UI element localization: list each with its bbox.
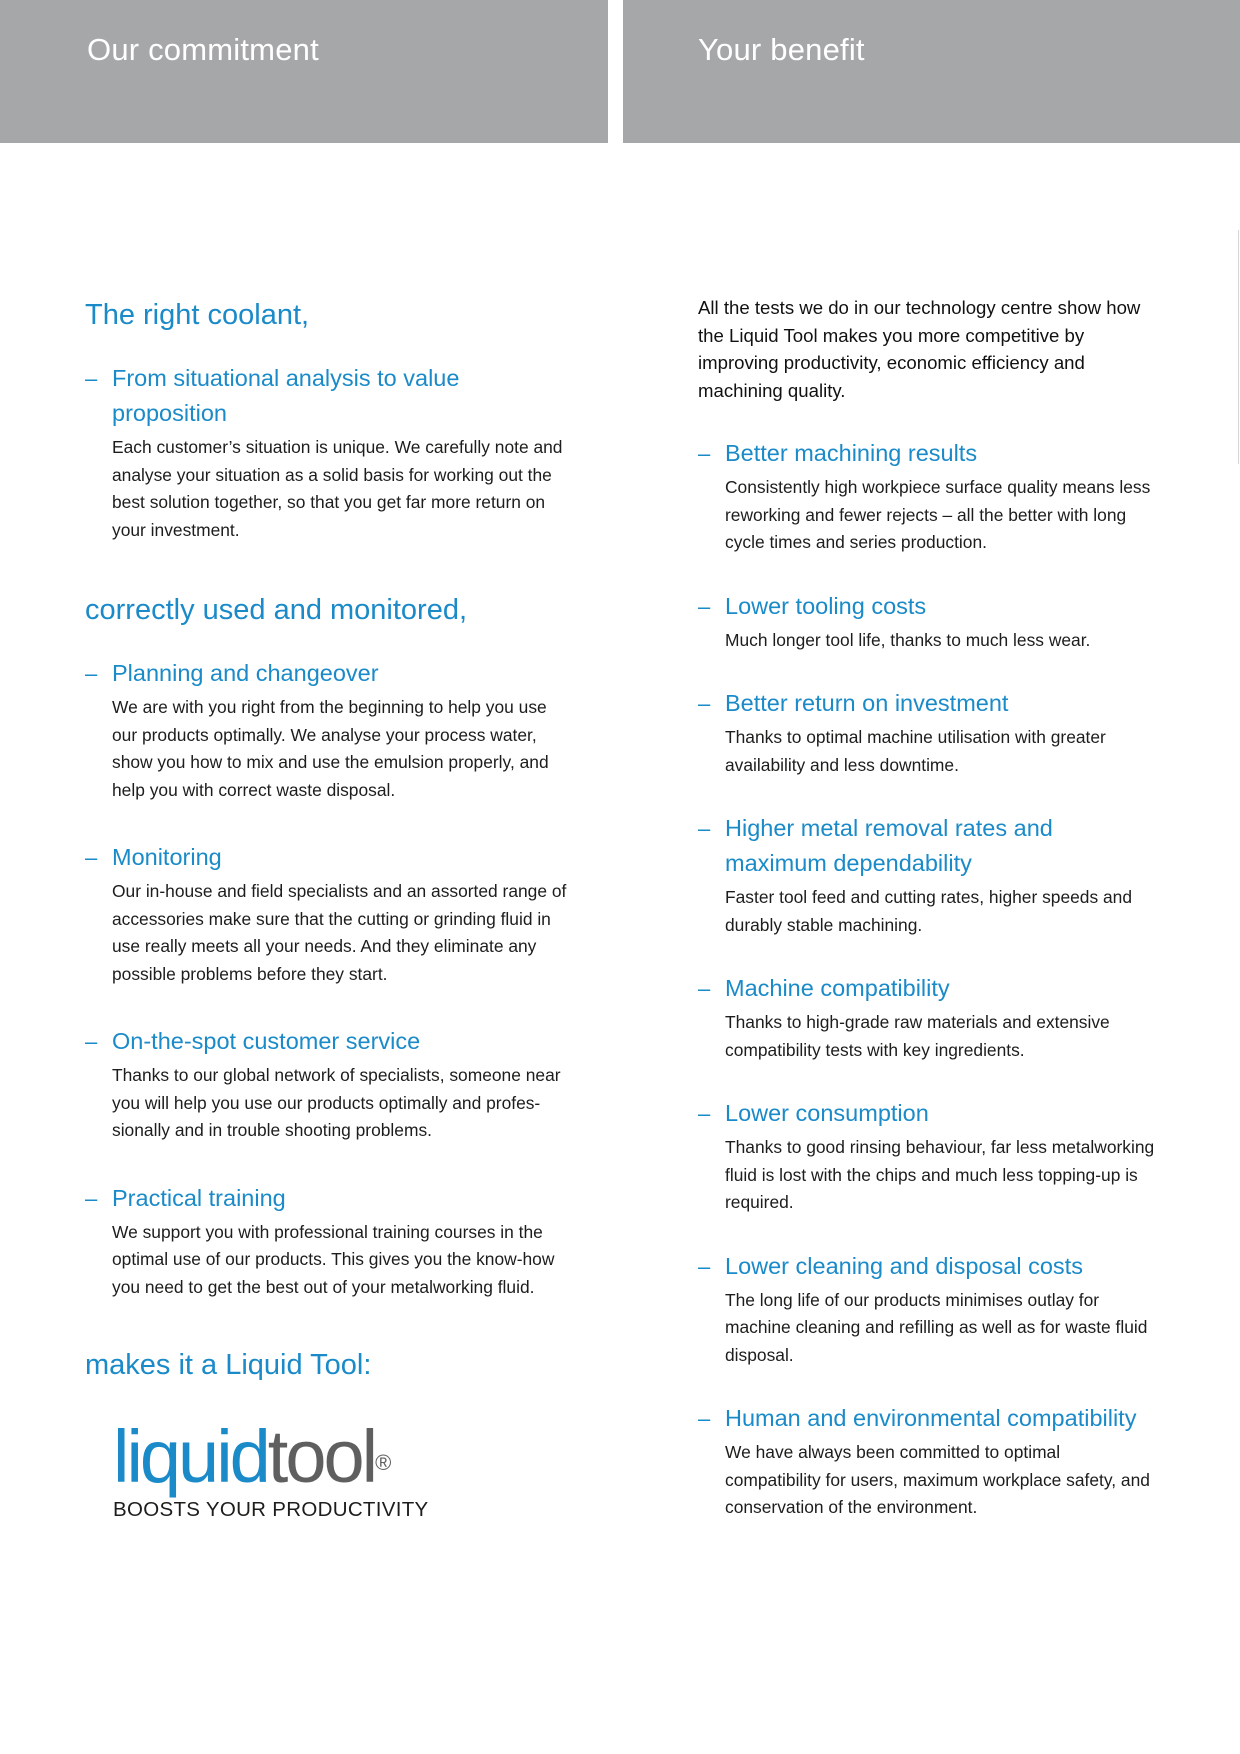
benefit-item: [698, 1249, 1158, 1370]
commitment-item: [85, 656, 570, 804]
commitment-item-body: Each customer’s situation is unique. We carefully note and analyse your situation as a solid basis for working out the best solution together, so that you get far more return on your investment.: [112, 437, 563, 540]
commitment-item-body: Thanks to our global network of specialists, someone near you will help you use our products optimally and profes-sionally and in trouble shooting problems.: [112, 1065, 561, 1140]
commitment-item-title: Monitoring: [112, 844, 222, 870]
benefit-item-title: Higher metal removal rates and maximum dependability: [725, 815, 1053, 876]
benefit-column: [698, 295, 1158, 1522]
dash-bullet: –: [698, 1253, 711, 1279]
benefit-item-title: Better return on investment: [725, 690, 1009, 716]
dash-bullet: –: [698, 593, 711, 619]
dash-bullet: –: [85, 845, 98, 870]
benefit-item: [698, 436, 1158, 557]
dash-bullet: –: [85, 661, 98, 686]
benefit-item-title: Lower tooling costs: [725, 592, 927, 619]
benefit-item: [698, 1096, 1158, 1217]
dash-bullet: –: [85, 366, 98, 391]
dash-bullet: –: [698, 976, 711, 1001]
benefit-item-body: Thanks to optimal machine utilisation with greater availability and less downtime.: [725, 727, 1106, 775]
commitment-item-body: Our in-house and field specialists and an assorted range of accessories make sure that the cutting or grinding fluid in use really meets all your needs. And they eliminate any possible problems before they start.: [112, 881, 567, 984]
commitment-item: [85, 1181, 570, 1302]
benefit-item: [698, 686, 1158, 779]
commitment-item: [85, 361, 570, 544]
benefit-item-title: Lower consumption: [725, 1100, 929, 1126]
heading-right-coolant: The right coolant,: [85, 299, 310, 331]
page-edge-divider: [1238, 230, 1239, 464]
logo-tagline: BOOSTS YOUR PRODUCTIVITY: [113, 1498, 429, 1521]
benefit-item-title: Machine compatibility: [725, 975, 950, 1001]
heading-liquid-tool: makes it a Liquid Tool:: [85, 1349, 372, 1381]
registered-mark: ®: [375, 1450, 392, 1475]
benefit-item-body: Consistently high workpiece surface quality means less reworking and fewer rejects – all the better with long cycle times and series production.: [725, 477, 1151, 552]
benefit-item-body: Faster tool feed and cutting rates, higher speeds and durably stable machining.: [725, 887, 1133, 935]
dash-bullet: –: [698, 1101, 711, 1126]
benefit-intro: All the tests we do in our technology centre show how the Liquid Tool makes you more competitive by improving productivity, economic efficiency and machining quality.: [698, 297, 1141, 401]
commitment-column: [85, 295, 570, 1385]
benefit-item-title: Human and environmental compatibility: [725, 1405, 1137, 1431]
logo-word-tool: tool: [267, 1415, 376, 1498]
benefit-item-title: Better machining results: [725, 440, 978, 466]
commitment-item: [85, 840, 570, 988]
header-title-left: Our commitment: [87, 32, 319, 67]
benefit-item: [698, 971, 1158, 1064]
header-title-right: Your benefit: [698, 32, 865, 67]
benefit-item: [698, 811, 1158, 939]
benefit-item-body: Thanks to high-grade raw materials and extensive compatibility tests with key ingredients.: [725, 1012, 1110, 1060]
dash-bullet: –: [85, 1185, 98, 1211]
dash-bullet: –: [698, 691, 711, 716]
logo-wordmark: [113, 1415, 433, 1498]
benefit-item: [698, 589, 1158, 655]
heading-correctly-used: correctly used and monitored,: [85, 594, 468, 626]
commitment-item-body: We support you with professional training courses in the optimal use of our products. This gives you the know-how you need to get the best out of your metalworking fluid.: [112, 1221, 555, 1297]
benefit-item: [698, 1401, 1158, 1522]
benefit-item-body: Much longer tool life, thanks to much less wear.: [725, 629, 1091, 650]
commitment-item-title: Practical training: [112, 1184, 286, 1211]
dash-bullet: –: [698, 816, 711, 841]
dash-bullet: –: [698, 1406, 711, 1431]
logo-word-liquid: liquid: [113, 1415, 268, 1498]
header-your-benefit: [623, 0, 1240, 143]
commitment-item-title: Planning and changeover: [112, 660, 379, 686]
commitment-item-title: On-the-spot customer service: [112, 1028, 421, 1054]
benefit-item-body: Thanks to good rinsing behaviour, far less metalworking fluid is lost with the chips and much less topping-up is required.: [725, 1137, 1155, 1212]
benefit-item-body: We have always been committed to optimal compatibility for users, maximum workplace safety, and conservation of the environment.: [725, 1442, 1150, 1517]
commitment-item-title: From situational analysis to value proposition: [112, 365, 460, 426]
dash-bullet: –: [85, 1029, 98, 1054]
benefit-item-body: The long life of our products minimises outlay for machine cleaning and refilling as well as for waste fluid disposal.: [725, 1289, 1148, 1365]
commitment-item-body: We are with you right from the beginning to help you use our products optimally. We analyse your process water, show you how to mix and use the emulsion properly, and help you with correct waste disposal.: [112, 697, 549, 800]
dash-bullet: –: [698, 441, 711, 466]
commitment-item: [85, 1024, 570, 1145]
benefit-item-title: Lower cleaning and disposal costs: [725, 1252, 1083, 1279]
header-our-commitment: [0, 0, 608, 143]
liquidtool-logo: [113, 1415, 433, 1530]
